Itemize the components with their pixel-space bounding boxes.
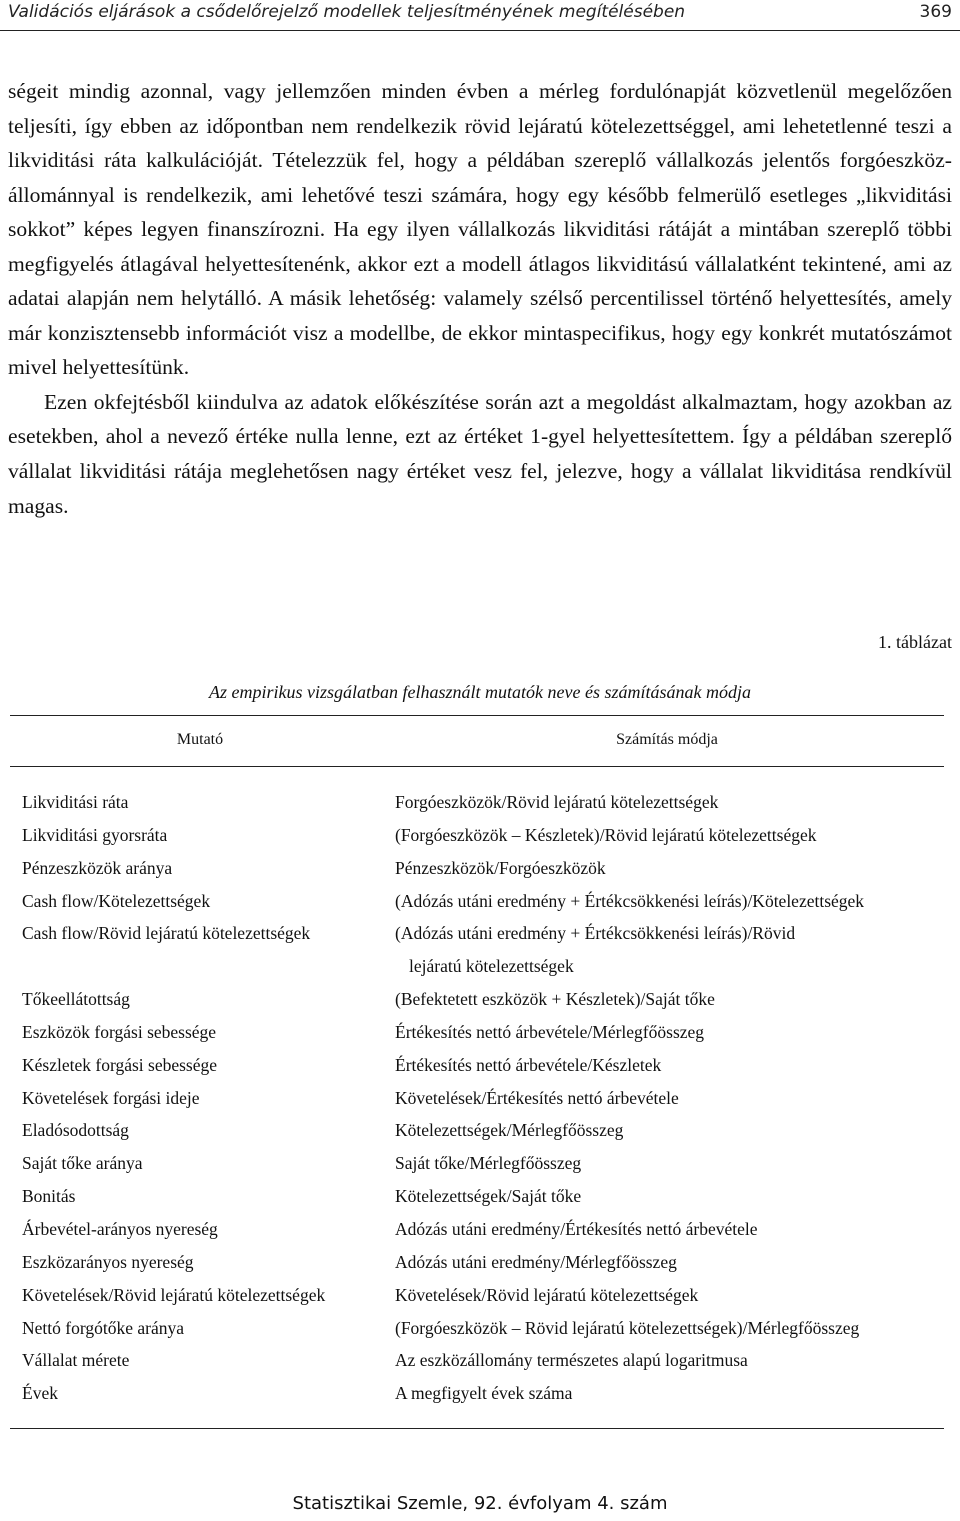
table-row: [0, 917, 960, 983]
table-header-calculation: Számítás módja: [616, 731, 718, 748]
table-header-rule: [10, 766, 944, 767]
formula-text: A megfigyelt évek száma: [395, 1383, 573, 1404]
formula-text-continuation: lejáratú kötelezettségek: [409, 956, 574, 977]
indicator-name: Követelések/Rövid lejáratú kötelezettségek: [22, 1284, 326, 1305]
indicator-name: Pénzeszközök aránya: [22, 857, 173, 878]
formula-text: Pénzeszközök/Forgóeszközök: [395, 857, 606, 878]
formula-cell: [395, 1016, 950, 1049]
formula-text: (Forgóeszközök – Készletek)/Rövid lejáratú kötelezettségek: [395, 824, 817, 845]
running-head-title: Validációs eljárások a csődelőrejelző modellek teljesítményének megítélésében: [8, 2, 686, 22]
formula-text: (Befektetett eszközök + Készletek)/Saját tőke: [395, 989, 715, 1010]
formula-cell: [395, 1312, 950, 1345]
formula-text: Kötelezettségek/Saját tőke: [395, 1186, 582, 1207]
table-row: [0, 1147, 960, 1180]
table-header-indicator: Mutató: [176, 731, 224, 748]
formula-text: Az eszközállomány természetes alapú logaritmusa: [395, 1350, 748, 1371]
formula-text: Értékesítés nettó árbevétele/Mérlegfőösszeg: [395, 1021, 705, 1042]
formula-cell: [395, 885, 950, 918]
table-row: [0, 1279, 960, 1312]
body-text: [8, 74, 952, 523]
formula-cell: [395, 819, 950, 852]
paragraph: ségeit mindig azonnal, vagy jellemzően minden évben a mérleg fordulónapját közvetlenül megelőzően teljesíti, így ebben az időpontban nem rendelkezik rövid lejáratú kötelezettséggel, ami lehetetlenné teszi a likviditási ráta kalkulációját. Tételezzük fel, hogy a példában szereplő vállalkozás jelentős forgóeszköz-állománnyal is rendelkezik, ami lehetővé teszi számára, hogy egy később felmerülő esetleges „likviditási sokkot” képes legyen finanszírozni. Ha egy ilyen vállalkozás likviditási rátáját a mintában szereplő többi megfigyelés átlagával helyettesítenénk, akkor ezt a modell átlagos likviditású vállalatként tekintené, ami az adatai alapján nem helytálló. A másik lehetőség: valamely szélső percentilissel történő helyettesítés, amely már konzisztensebb információt visz a modellbe, de ekkor mintaspecifikus, hogy egy konkrét mutatószámot mivel helyettesítünk.: [8, 79, 952, 380]
table-row: [0, 1344, 960, 1377]
table-row: [0, 852, 960, 885]
formula-cell: [395, 983, 950, 1016]
running-head: [0, 0, 960, 31]
table-row: [0, 885, 960, 918]
table-row: [0, 1082, 960, 1115]
table-top-rule: [10, 715, 944, 716]
table-row: [0, 1180, 960, 1213]
formula-cell: [395, 1213, 950, 1246]
formula-text: Követelések/Értékesítés nettó árbevétele: [395, 1087, 679, 1108]
formula-text: Követelések/Rövid lejáratú kötelezettségek: [395, 1284, 699, 1305]
paragraph: Ezen okfejtésből kiindulva az adatok előkészítése során azt a megoldást alkalmaztam, hogy azokban az esetekben, ahol a nevező értéke nulla lenne, ezt az értéket 1-gyel helyettesítettem. Így a példában szereplő vállalat likviditási rátája meglehetősen nagy értéket vesz fel, jelezve, hogy a vállalat likviditása rendkívül magas.: [8, 389, 952, 518]
indicator-name: Készletek forgási sebessége: [22, 1054, 218, 1075]
indicator-name: Évek: [22, 1383, 58, 1404]
formula-text: (Adózás utáni eredmény + Értékcsökkenési leírás)/Kötelezettségek: [395, 890, 865, 911]
table-row: [0, 1049, 960, 1082]
formula-text: Értékesítés nettó árbevétele/Készletek: [395, 1054, 662, 1075]
table-row: [0, 1114, 960, 1147]
indicator-name: Saját tőke aránya: [22, 1153, 143, 1174]
indicator-name: Eladósodottság: [22, 1120, 129, 1141]
formula-text: Saját tőke/Mérlegfőösszeg: [395, 1153, 582, 1174]
indicator-name: Követelések forgási ideje: [22, 1087, 200, 1108]
table-row: [0, 1213, 960, 1246]
table-caption: Az empirikus vizsgálatban felhasznált mutatók neve és számításának módja: [209, 682, 751, 702]
indicator-name: Tőkeellátottság: [22, 989, 130, 1010]
indicator-name: Cash flow/Rövid lejáratú kötelezettségek: [22, 923, 311, 944]
formula-cell: [395, 1114, 950, 1147]
table-number: 1. táblázat: [878, 632, 952, 652]
formula-text: Forgóeszközök/Rövid lejáratú kötelezettségek: [395, 792, 719, 812]
formula-cell: [395, 917, 950, 983]
table-row: [0, 983, 960, 1016]
formula-cell: [395, 1279, 950, 1312]
formula-text: Kötelezettségek/Mérlegfőösszeg: [395, 1120, 624, 1141]
indicator-name: Árbevétel-arányos nyereség: [22, 1218, 218, 1239]
table-row: [0, 1312, 960, 1345]
table-row: [0, 1246, 960, 1279]
table-row: [0, 819, 960, 852]
formula-cell: [395, 1147, 950, 1180]
formula-cell: [395, 1344, 950, 1377]
formula-text: Adózás utáni eredmény/Mérlegfőösszeg: [395, 1251, 677, 1272]
indicator-name: Nettó forgótőke aránya: [22, 1317, 184, 1338]
formula-cell: [395, 1246, 950, 1279]
table-row: [0, 1016, 960, 1049]
formula-cell: [395, 1180, 950, 1213]
formula-text: (Forgóeszközök – Rövid lejáratú kötelezettségek)/Mérlegfőösszeg: [395, 1317, 860, 1338]
formula-text: Adózás utáni eredmény/Értékesítés nettó árbevétele: [395, 1218, 758, 1239]
formula-cell: [395, 1082, 950, 1115]
indicator-name: Cash flow/Kötelezettségek: [22, 890, 211, 911]
formula-cell: [395, 786, 950, 819]
formula-cell: [395, 1377, 950, 1410]
table-body: [0, 786, 960, 1410]
formula-text: (Adózás utáni eredmény + Értékcsökkenési leírás)/Rövid: [395, 923, 796, 944]
formula-cell: [395, 1049, 950, 1082]
formula-cell: [395, 852, 950, 885]
indicator-name: Bonitás: [22, 1186, 76, 1207]
page-number: 369: [919, 2, 952, 22]
table-row: [0, 1377, 960, 1410]
indicator-name: Likviditási gyorsráta: [22, 824, 168, 845]
indicator-name: Eszközarányos nyereség: [22, 1251, 194, 1272]
indicator-name: Likviditási ráta: [22, 792, 129, 812]
table-bottom-rule: [10, 1428, 944, 1429]
indicator-name: Eszközök forgási sebessége: [22, 1021, 217, 1042]
running-foot: Statisztikai Szemle, 92. évfolyam 4. szám: [292, 1493, 668, 1514]
table-row: [0, 786, 960, 819]
indicator-name: Vállalat mérete: [22, 1350, 130, 1371]
